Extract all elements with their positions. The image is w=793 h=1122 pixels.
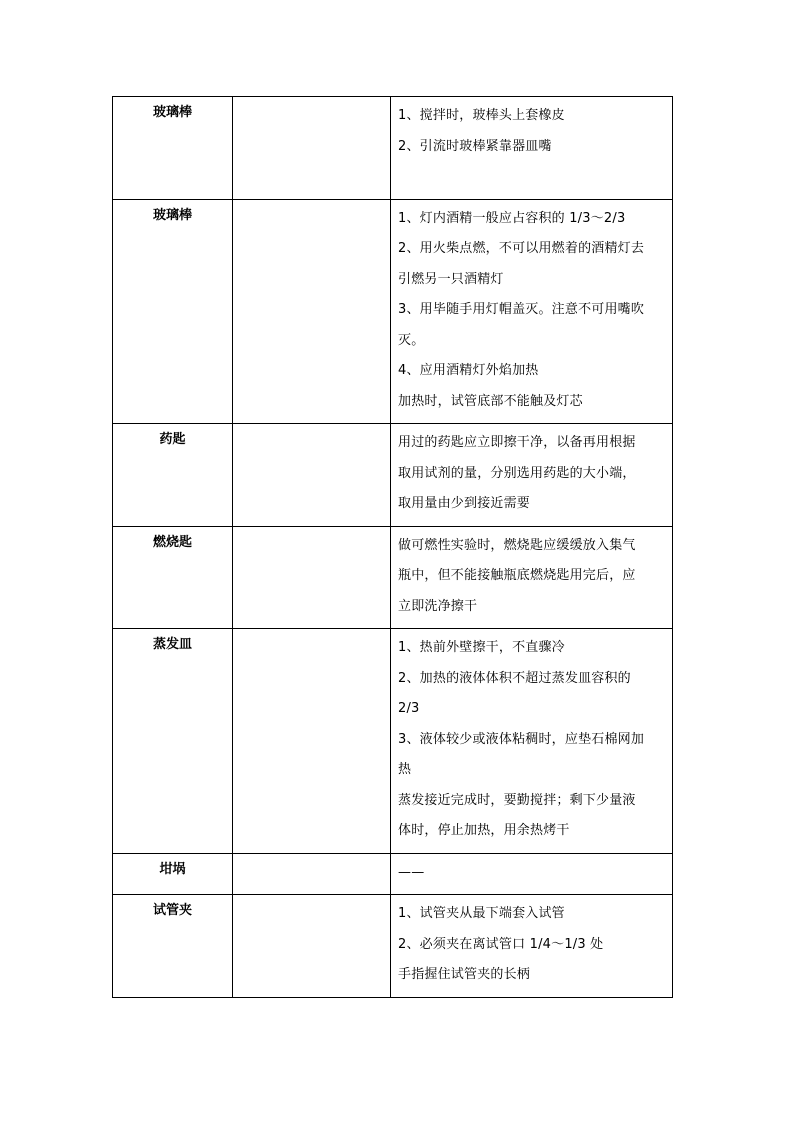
usage-note-line: 2、用火柴点燃，不可以用燃着的酒精灯去 <box>398 241 645 256</box>
usage-notes-cell <box>391 526 673 629</box>
usage-note-line: 体时，停止加热，用余热烤干 <box>398 823 570 838</box>
usage-notes-cell <box>391 424 673 527</box>
usage-note-line: 加热时，试管底部不能触及灯芯 <box>398 393 583 409</box>
usage-notes-cell <box>391 629 673 854</box>
instrument-name-cell: 药匙 <box>113 424 233 527</box>
usage-note-line: 取用量由少到接近需要 <box>398 496 531 511</box>
instrument-middle-cell <box>233 526 391 629</box>
table-row <box>113 526 673 629</box>
table-body <box>113 97 673 998</box>
usage-note-line: 取用试剂的量，分别选用药匙的大小端， <box>398 465 636 481</box>
table-row <box>113 424 673 527</box>
instrument-middle-cell <box>233 853 391 895</box>
instrument-middle-cell <box>233 895 391 998</box>
usage-note-line: 1、搅拌时，玻棒头上套橡皮 <box>398 108 565 123</box>
usage-note-line: 1、热前外壁擦干，不直骤冷 <box>398 640 565 655</box>
instrument-name-cell: 坩埚 <box>113 853 233 895</box>
usage-note-line: 2、加热的液体体积不超过蒸发皿容积的 <box>398 670 631 686</box>
table-row <box>113 199 673 424</box>
usage-notes-cell <box>391 97 673 200</box>
instrument-middle-cell <box>233 97 391 200</box>
usage-note-line: 瓶中，但不能接触瓶底燃烧匙用完后，应 <box>398 568 636 583</box>
usage-note-line: 2、必须夹在离试管口 1/4～1/3 处 <box>398 936 604 952</box>
instrument-name-cell: 玻璃棒 <box>113 97 233 200</box>
table-row <box>113 629 673 854</box>
usage-note-line: 1、试管夹从最下端套入试管 <box>398 906 565 921</box>
instrument-usage-table <box>112 96 673 998</box>
usage-note-line: 做可燃性实验时，燃烧匙应缓缓放入集气 <box>398 537 636 553</box>
usage-note-line: 手指握住试管夹的长柄 <box>398 967 531 982</box>
usage-note-line: 2/3 <box>398 701 420 716</box>
usage-note-line: 引燃另一只酒精灯 <box>398 271 504 287</box>
usage-note-line: —— <box>398 864 425 880</box>
usage-note-line: 蒸发接近完成时，要勤搅拌；剩下少量液 <box>398 792 636 808</box>
usage-note-line: 3、用毕随手用灯帽盖灭。注意不可用嘴吹 <box>398 302 645 317</box>
table-row <box>113 97 673 200</box>
usage-note-line: 灭。 <box>398 332 425 348</box>
usage-note-line: 3、液体较少或液体粘稠时，应垫石棉网加 <box>398 731 645 747</box>
usage-note-line: 立即洗净擦干 <box>398 598 478 614</box>
table-row <box>113 895 673 998</box>
usage-notes-cell <box>391 895 673 998</box>
instrument-name-cell: 试管夹 <box>113 895 233 998</box>
instrument-name-cell: 蒸发皿 <box>113 629 233 854</box>
instrument-middle-cell <box>233 199 391 424</box>
table-row <box>113 853 673 895</box>
usage-note-line: 热 <box>398 762 412 777</box>
instrument-middle-cell <box>233 424 391 527</box>
usage-notes-cell <box>391 853 673 895</box>
usage-note-line: 用过的药匙应立即擦干净，以备再用根据 <box>398 435 636 450</box>
usage-note-line <box>398 162 666 193</box>
usage-note-line: 4、应用酒精灯外焰加热 <box>398 363 539 378</box>
usage-note-line: 1、灯内酒精一般应占容积的 1/3～2/3 <box>398 210 626 226</box>
instrument-name-cell: 玻璃棒 <box>113 199 233 424</box>
instrument-name-cell: 燃烧匙 <box>113 526 233 629</box>
instrument-middle-cell <box>233 629 391 854</box>
usage-note-line: 2、引流时玻棒紧靠器皿嘴 <box>398 138 552 154</box>
usage-notes-cell <box>391 199 673 424</box>
